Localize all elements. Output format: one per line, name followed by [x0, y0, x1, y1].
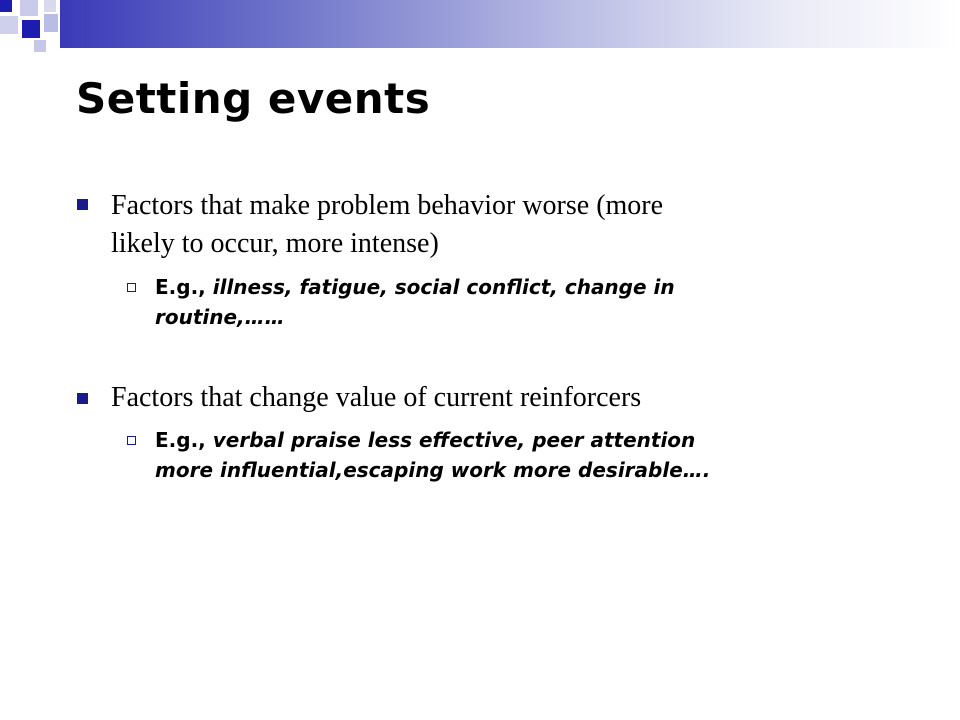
header-gradient-band — [60, 0, 960, 48]
decor-square — [22, 20, 40, 38]
sub-bullet-prefix: E.g., — [155, 275, 213, 299]
decor-square — [20, 0, 38, 16]
bullet-text — [111, 379, 641, 417]
bullet-square-icon — [77, 199, 88, 210]
sub-bullet-text — [155, 272, 675, 332]
bullet-text-line: Factors that make problem behavior worse (more — [111, 190, 664, 221]
bullet-text-line: likely to occur, more intense) — [111, 228, 439, 259]
decor-square — [0, 0, 12, 12]
sub-bullet-box-icon — [127, 283, 136, 292]
sub-bullet-box-icon — [127, 436, 136, 445]
sub-bullet-example: verbal praise less effective, peer attention — [212, 428, 696, 452]
decor-square — [34, 40, 46, 52]
bullet-square-icon — [77, 393, 88, 404]
sub-bullet-example: illness, fatigue, social conflict, change in — [212, 275, 675, 299]
slide-title: Setting events — [76, 74, 431, 123]
sub-bullet-line — [155, 455, 710, 485]
decor-square — [44, 14, 58, 32]
sub-bullet-example: routine,…… — [155, 305, 285, 329]
sub-bullet-text — [155, 425, 710, 485]
sub-bullet-line — [155, 272, 675, 302]
bullet-text — [111, 187, 663, 263]
sub-bullet-prefix: E.g., — [155, 428, 213, 452]
decor-square — [44, 0, 56, 12]
sub-bullet-example: more influential,escaping work more desirable…. — [155, 458, 711, 482]
sub-bullet-line — [155, 425, 710, 455]
decor-square — [0, 16, 18, 34]
bullet-text-line: Factors that change value of current reinforcers — [111, 382, 642, 413]
sub-bullet-line — [155, 302, 675, 332]
